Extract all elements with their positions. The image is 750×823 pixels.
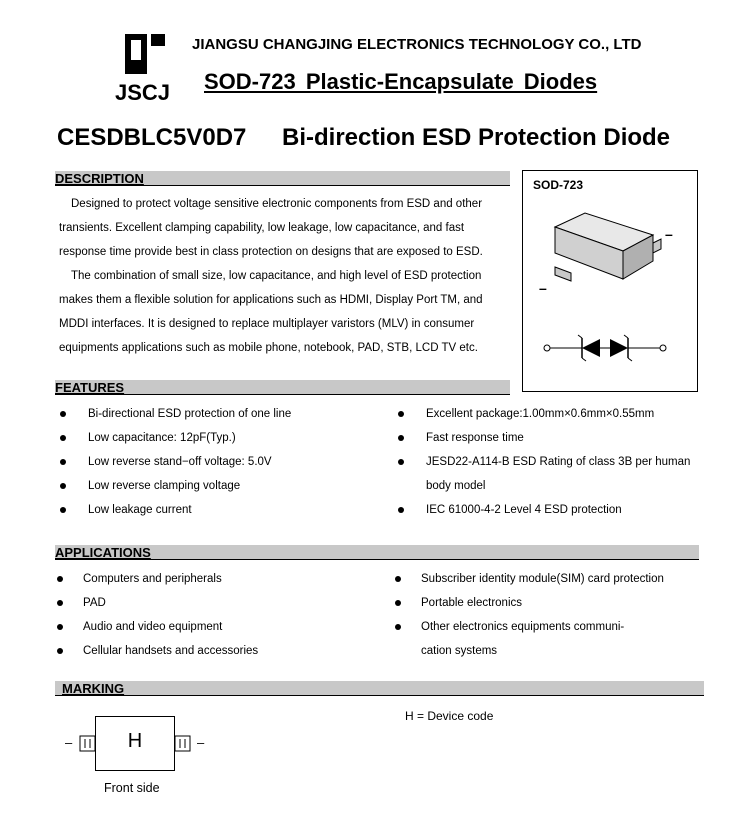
list-item: Computers and peripherals <box>57 567 258 591</box>
package-drawing <box>535 205 685 295</box>
list-item: Excellent package:1.00mm×0.6mm×0.55mm <box>398 402 690 426</box>
list-item: Fast response time <box>398 426 690 450</box>
description-line: transients. Excellent clamping capability, low leakage, low capacitance, and fast <box>59 222 465 234</box>
description-line: Designed to protect voltage sensitive electronic components from ESD and other <box>71 198 483 210</box>
list-item: Subscriber identity module(SIM) card protection <box>395 567 664 591</box>
device-code-note: H = Device code <box>405 709 494 723</box>
logo-text: JSCJ <box>115 80 171 105</box>
package-label: SOD-723 <box>533 178 584 192</box>
list-item: body model <box>426 480 486 492</box>
features-left-list <box>60 402 291 522</box>
list-item: PAD <box>57 591 258 615</box>
list-item: Portable electronics <box>395 591 664 615</box>
part-number: CESDBLC5V0D7 <box>57 124 247 151</box>
applications-left-list <box>57 567 258 663</box>
front-side-label: Front side <box>104 781 160 795</box>
product-title: Bi-direction ESD Protection Diode <box>282 124 671 151</box>
marking-bar <box>55 681 704 696</box>
description-line: makes them a flexible solution for applications such as HDMI, Display Port TM, and <box>59 294 483 306</box>
list-item: Low reverse stand−off voltage: 5.0V <box>60 450 291 474</box>
list-item: Low leakage current <box>60 498 291 522</box>
list-item: Other electronics equipments communi- <box>395 615 664 639</box>
marking-dash-left: – <box>65 735 73 750</box>
features-right-list <box>398 402 690 522</box>
marking-leads <box>60 733 210 755</box>
applications-heading: APPLICATIONS <box>55 545 151 560</box>
device-code-mark: H <box>127 730 143 752</box>
description-heading: DESCRIPTION <box>55 171 144 186</box>
list-item: Low capacitance: 12pF(Typ.) <box>60 426 291 450</box>
bidirectional-diode-symbol-icon <box>540 334 670 364</box>
description-line: MDDI interfaces. It is designed to replace multiplayer varistors (MLV) in consumer <box>59 318 475 330</box>
list-item: Low reverse clamping voltage <box>60 474 291 498</box>
applications-bar <box>55 545 699 560</box>
list-item: Bi-directional ESD protection of one line <box>60 402 291 426</box>
list-item: Cellular handsets and accessories <box>57 639 258 663</box>
pin-minus-right: – <box>665 226 673 242</box>
list-item: Audio and video equipment <box>57 615 258 639</box>
applications-right-list <box>395 567 664 663</box>
list-item: JESD22-A114-B ESD Rating of class 3B per human <box>398 450 690 474</box>
description-line: equipments applications such as mobile phone, notebook, PAD, STB, LCD TV etc. <box>59 342 478 354</box>
list-item: cation systems <box>421 645 498 657</box>
description-line: The combination of small size, low capacitance, and high level of ESD protection <box>71 270 482 282</box>
marking-dash-right: – <box>197 735 205 750</box>
description-text <box>59 192 509 360</box>
document-subtitle: SOD-723 Plastic-Encapsulate Diodes <box>204 69 598 94</box>
description-line: response time provide best in class protection on designs that are exposed to ESD. <box>59 246 483 258</box>
features-heading: FEATURES <box>55 380 125 395</box>
company-name: JIANGSU CHANGJING ELECTRONICS TECHNOLOGY CO., LTD <box>192 36 642 53</box>
list-item: IEC 61000-4-2 Level 4 ESD protection <box>398 498 690 522</box>
pin-minus-left: – <box>539 280 547 296</box>
marking-heading: MARKING <box>62 681 125 696</box>
